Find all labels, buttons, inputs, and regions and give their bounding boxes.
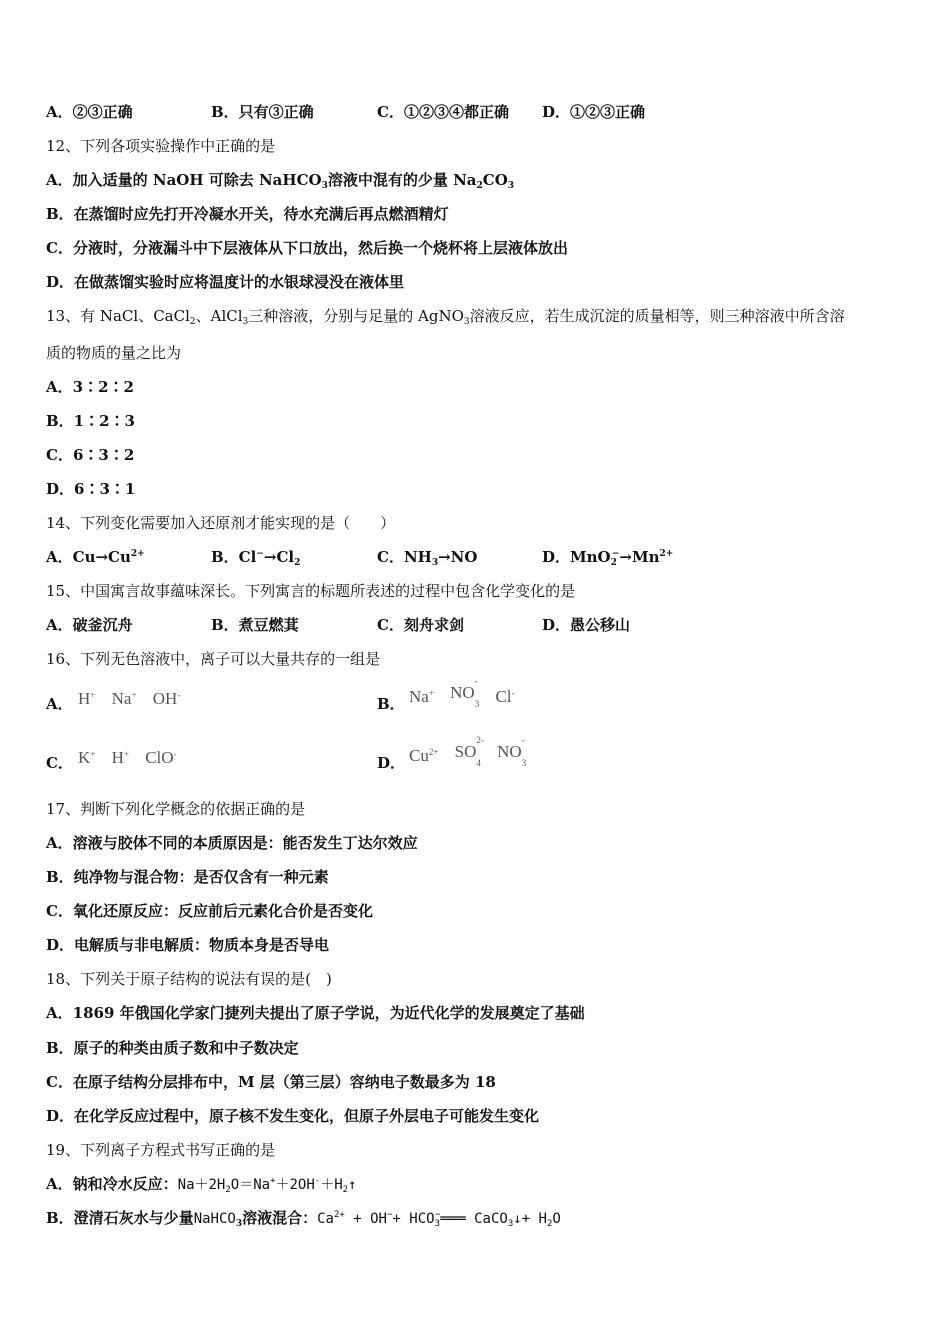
q15-option-b: B．煮豆燃萁 [211, 616, 299, 634]
q12-option-d: D．在做蒸馏实验时应将温度计的水银球浸没在液体里 [46, 273, 405, 291]
q17-option-c: C．氧化还原反应：反应前后元素化合价是否变化 [46, 902, 373, 920]
q11-option-c: C．①②③④都正确 [377, 103, 509, 121]
q13-option-c: C．6∶3∶2 [46, 446, 135, 464]
q11-option-a: A．②③正确 [46, 103, 133, 121]
q13-stem-line2: 质的物质的量之比为 [46, 344, 182, 362]
q14-stem: 14、下列变化需要加入还原剂才能实现的是（ ） [46, 514, 396, 532]
q12-option-c: C．分液时，分液漏斗中下层液体从下口放出，然后换一个烧杯将上层液体放出 [46, 239, 568, 257]
q16-stem: 16、下列无色溶液中，离子可以大量共存的一组是 [46, 650, 381, 668]
q14-option-d: D．$MnO_2^-\to Mn^{2+}$ [542, 548, 674, 568]
q16-option-c-label: C． [46, 754, 73, 772]
q15-stem: 15、中国寓言故事蕴味深长。下列寓言的标题所表述的过程中包含化学变化的是 [46, 582, 576, 600]
q13-option-b: B．1∶2∶3 [46, 412, 135, 430]
q15-option-d: D．愚公移山 [542, 616, 631, 634]
q15-option-c: C．刻舟求剑 [377, 616, 464, 634]
q19-stem: 19、下列离子方程式书写正确的是 [46, 1141, 276, 1159]
q13-option-d: D．6∶3∶1 [46, 480, 136, 498]
q18-option-a: A．1869 年俄国化学家门捷列夫提出了原子学说，为近代化学的发展奠定了基础 [46, 1004, 585, 1022]
q16-option-d-ions: $Cu^{2+}$ SO 2- $_4$ NO - $_3$ [409, 735, 527, 768]
q12-option-b: B．在蒸馏时应先打开冷凝水开关，待水充满后再点燃酒精灯 [46, 205, 449, 223]
q16-option-d-label: D． [377, 754, 406, 772]
q11-option-d: D．①②③正确 [542, 103, 646, 121]
q12-stem: 12、下列各项实验操作中正确的是 [46, 137, 276, 155]
q16-option-a-label: A． [46, 695, 73, 713]
q18-option-b: B．原子的种类由质子数和中子数决定 [46, 1039, 299, 1057]
q14-option-b: B．$Cl^-\to Cl_2$ [211, 548, 301, 568]
q16-option-c-ions: K+ H+ ClO- [78, 748, 177, 767]
q18-option-d: D．在化学反应过程中，原子核不发生变化，但原子外层电子可能发生变化 [46, 1107, 540, 1125]
q12-option-a: A．加入适量的 NaOH 可除去 NaHCO$_3$溶液中混有的少量 $Na_2CO_3$ [46, 171, 515, 191]
q13-stem: 13、有 NaCl、CaCl$_2$、AlCl$_3$三种溶液，分别与足量的 AgNO$_3$溶液反应，若生成沉淀的质量相等，则三种溶液中所含溶 [46, 307, 845, 327]
q17-option-a: A．溶液与胶体不同的本质原因是：能否发生丁达尔效应 [46, 834, 418, 852]
q11-option-b: B．只有③正确 [211, 103, 314, 121]
q13-option-a: A．3∶2∶2 [46, 378, 134, 396]
q14-option-a: A．$Cu\to Cu^{2+}$ [46, 548, 145, 566]
q17-stem: 17、判断下列化学概念的依据正确的是 [46, 800, 306, 818]
q14-option-c: C．$NH_3\to NO$ [377, 548, 478, 568]
q16-option-b-label: B． [377, 695, 405, 713]
q15-option-a: A．破釜沉舟 [46, 616, 133, 634]
q18-stem: 18、下列关于原子结构的说法有误的是( ) [46, 970, 332, 988]
q17-option-b: B．纯净物与混合物：是否仅含有一种元素 [46, 868, 329, 886]
q17-option-d: D．电解质与非电解质：物质本身是否导电 [46, 936, 330, 954]
q18-option-c: C．在原子结构分层排布中，M 层（第三层）容纳电子数最多为 18 [46, 1073, 496, 1091]
q16-option-b-ions: Na+ NO - $_3$ Cl- [409, 676, 515, 709]
q16-option-a-ions: H+ Na+ OH- [78, 689, 181, 708]
q19-option-b: B．澄清石灰水与少量NaHCO$_3$溶液混合：$Ca^{2+} + OH^-+$ $HCO_3^-═══$ CaCO$_3$↓+ $H_2O$ [46, 1209, 561, 1229]
q19-option-a: A．钠和冷水反应：$Na+2H_2O=Na^++2OH^-+H_2↑$ [46, 1175, 357, 1195]
